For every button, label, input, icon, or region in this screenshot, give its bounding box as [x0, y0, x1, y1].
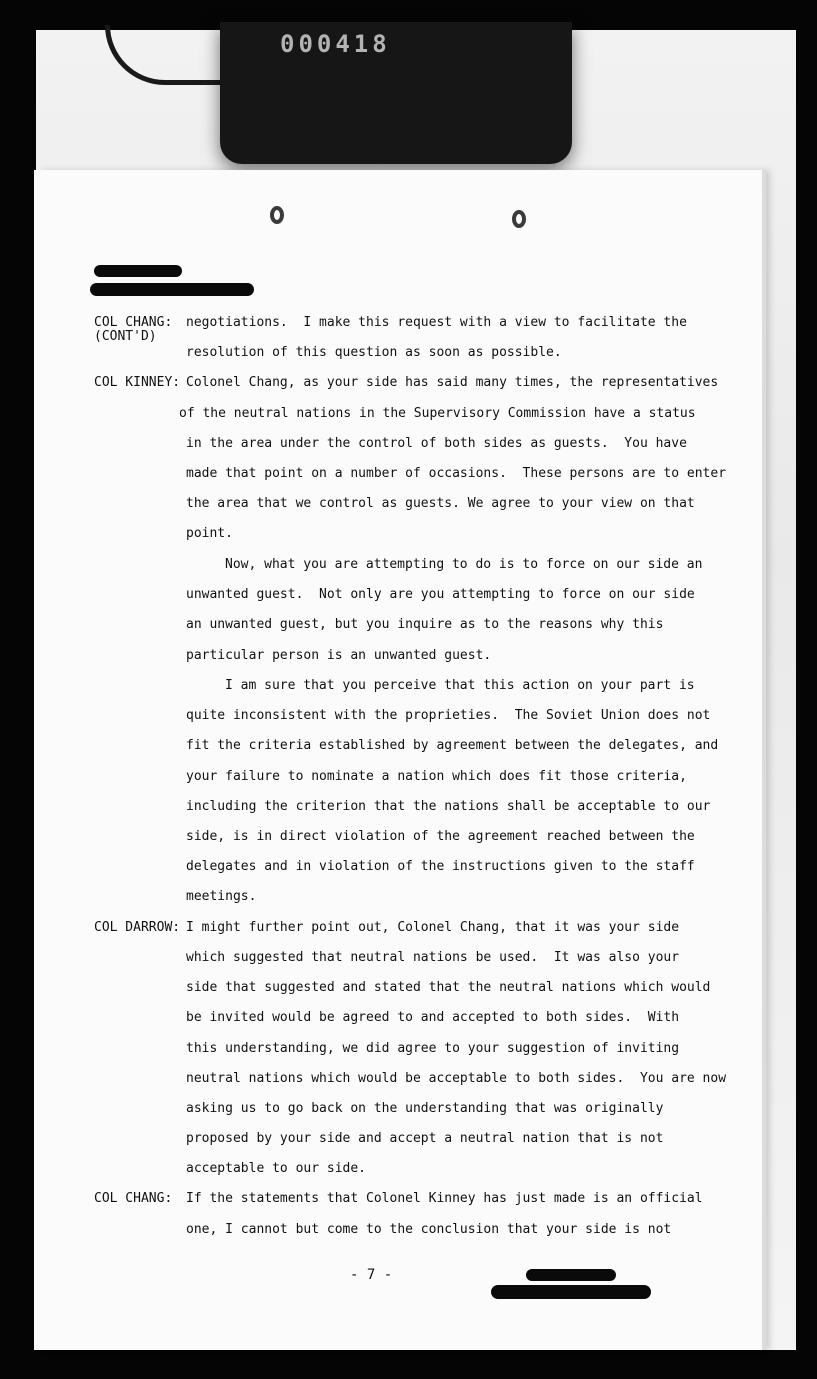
- text-line: which suggested that neutral nations be used. It was also your: [186, 950, 680, 965]
- text-line: unwanted guest. Not only are you attempting to force on our side: [186, 587, 695, 602]
- text-line: Now, what you are attempting to do is to force on our side an: [225, 557, 703, 572]
- text-line: an unwanted guest, but you inquire as to the reasons why this: [186, 617, 664, 632]
- text-line: meetings.: [186, 889, 257, 904]
- text-line: Colonel Chang, as your side has said many times, the representatives: [186, 375, 719, 390]
- text-line: this understanding, we did agree to your suggestion of inviting: [186, 1041, 680, 1056]
- document-page: [34, 170, 762, 1350]
- text-line: delegates and in violation of the instructions given to the staff: [186, 859, 695, 874]
- text-line: side, is in direct violation of the agreement reached between the: [186, 829, 695, 844]
- speaker-label: COL DARROW:: [94, 920, 181, 935]
- text-line: proposed by your side and accept a neutral nation that is not: [186, 1131, 664, 1146]
- binder-clip: [220, 22, 572, 164]
- text-line: one, I cannot but come to the conclusion that your side is not: [186, 1222, 672, 1237]
- speaker-label: COL CHANG:: [94, 1191, 173, 1206]
- text-line: quite inconsistent with the proprieties. The Soviet Union does not: [186, 708, 711, 723]
- speaker-label: COL CHANG:: [94, 315, 173, 330]
- redaction-bar: [491, 1285, 651, 1299]
- text-line: of the neutral nations in the Supervisory Commission have a status: [179, 406, 696, 421]
- text-line: the area that we control as guests. We agree to your view on that: [186, 496, 695, 511]
- speaker-label: COL KINNEY:: [94, 375, 181, 390]
- text-line: made that point on a number of occasions. These persons are to enter: [186, 466, 727, 481]
- text-line: side that suggested and stated that the neutral nations which would: [186, 980, 711, 995]
- text-line: neutral nations which would be acceptable to both sides. You are now: [186, 1071, 727, 1086]
- text-line: particular person is an unwanted guest.: [186, 648, 492, 663]
- text-line: point.: [186, 526, 233, 541]
- text-line: acceptable to our side.: [186, 1161, 367, 1176]
- page-number: - 7 -: [350, 1267, 393, 1283]
- redaction-bar: [90, 283, 254, 296]
- text-line: your failure to nominate a nation which does fit those criteria,: [186, 769, 687, 784]
- text-line: If the statements that Colonel Kinney has just made is an official: [186, 1191, 703, 1206]
- text-line: asking us to go back on the understanding that was originally: [186, 1101, 664, 1116]
- text-line: I am sure that you perceive that this action on your part is: [225, 678, 695, 693]
- text-line: be invited would be agreed to and accepted to both sides. With: [186, 1010, 680, 1025]
- archive-stamp: 000418: [280, 30, 391, 58]
- speaker-label: (CONT'D): [94, 329, 157, 344]
- redaction-bar: [94, 265, 182, 277]
- text-line: fit the criteria established by agreement between the delegates, and: [186, 738, 719, 753]
- text-line: including the criterion that the nations shall be acceptable to our: [186, 799, 711, 814]
- punch-hole: [512, 210, 526, 228]
- text-line: I might further point out, Colonel Chang, that it was your side: [186, 920, 680, 935]
- text-line: in the area under the control of both sides as guests. You have: [186, 436, 687, 451]
- text-line: resolution of this question as soon as possible.: [186, 345, 562, 360]
- punch-hole: [270, 206, 284, 224]
- text-line: negotiations. I make this request with a view to facilitate the: [186, 315, 687, 330]
- redaction-bar: [526, 1269, 616, 1281]
